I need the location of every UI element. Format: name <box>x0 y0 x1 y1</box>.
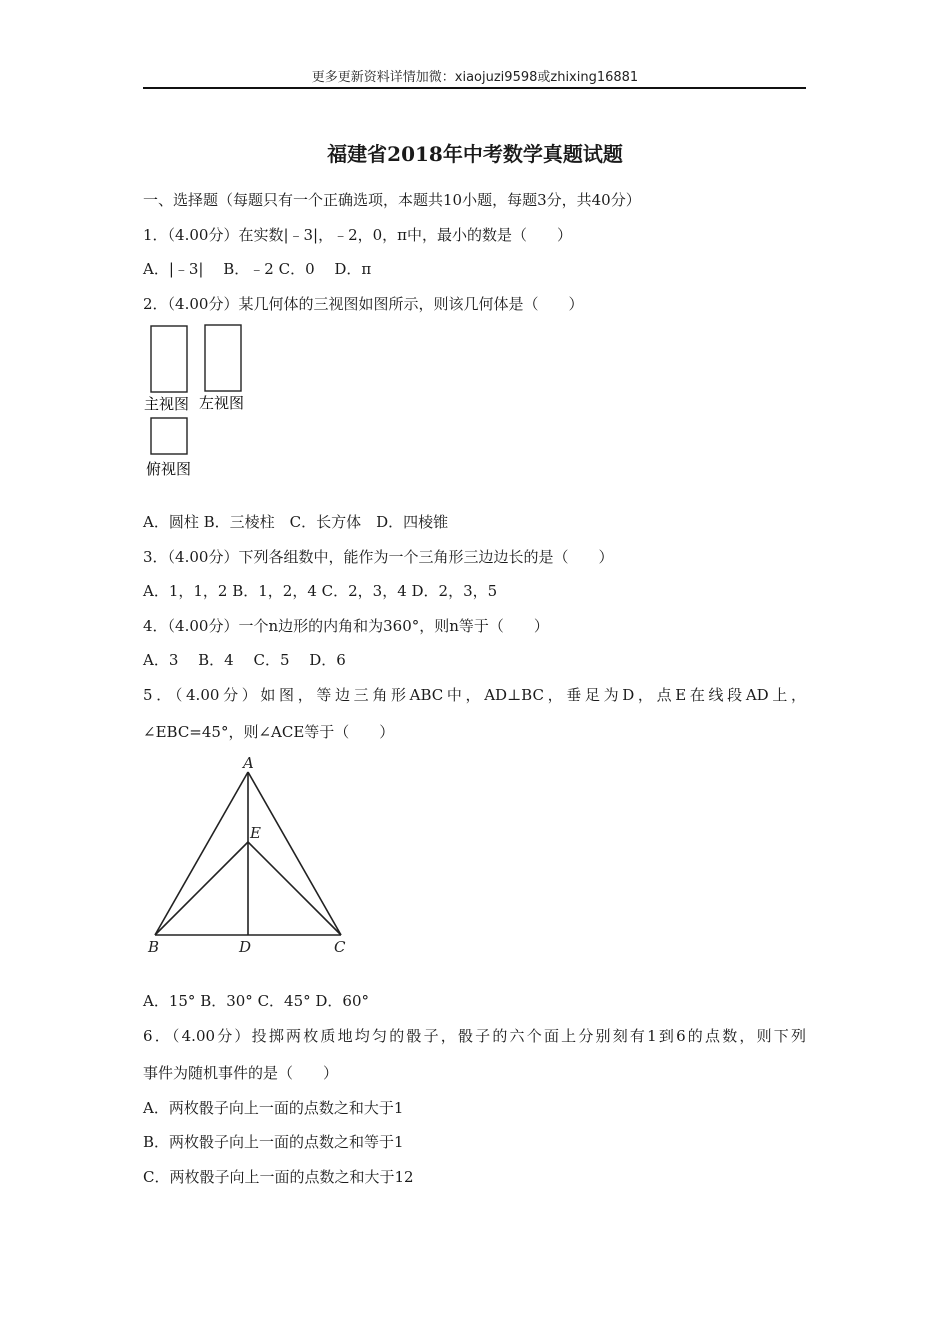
question-2-options: A．圆柱 B．三棱柱 C．长方体 D．四棱锥 <box>143 513 449 531</box>
triangle-drawing <box>140 752 360 958</box>
page-header: 更多更新资料详情加微：xiaojuzi9598或zhixing16881 <box>311 70 639 85</box>
section-heading: 一、选择题（每题只有一个正确选项，本题共10小题，每题3分，共40分） <box>143 191 641 209</box>
front-view-rect <box>151 326 187 392</box>
top-view-rect <box>151 418 187 454</box>
question-2-stem: 2．（4.00分）某几何体的三视图如图所示，则该几何体是（ ） <box>143 295 584 313</box>
triangle-figure <box>140 752 360 958</box>
question-5-stem-line-1: 5．（4.00分）如图，等边三角形ABC中，AD⊥BC，垂足为D，点E在线段AD上， <box>143 686 806 704</box>
segment-be <box>155 842 248 935</box>
question-6-option-c: C．两枚骰子向上一面的点数之和大于12 <box>143 1168 414 1186</box>
label-point-e: E <box>250 824 261 842</box>
question-3-options: A．1，1，2 B．1，2，4 C．2，3，4 D．2，3，5 <box>143 582 498 600</box>
question-1-stem: 1．（4.00分）在实数|﹣3|，﹣2，0，π中，最小的数是（ ） <box>143 226 573 244</box>
front-view-label: 主视图 <box>144 395 190 413</box>
segment-ce <box>248 842 341 935</box>
question-6-option-b: B．两枚骰子向上一面的点数之和等于1 <box>143 1133 404 1151</box>
label-point-a: A <box>243 754 254 772</box>
question-6-stem-line-2: 事件为随机事件的是（ ） <box>143 1064 339 1082</box>
side-ac <box>248 772 341 935</box>
three-view-figure <box>143 322 263 482</box>
question-3-stem: 3．（4.00分）下列各组数中，能作为一个三角形三边边长的是（ ） <box>143 548 614 566</box>
left-view-rect <box>205 325 241 391</box>
document-title: 福建省2018年中考数学真题试题 <box>327 142 623 166</box>
question-5-stem-line-2: ∠EBC=45°，则∠ACE等于（ ） <box>143 723 395 741</box>
label-point-b: B <box>148 938 160 956</box>
side-ab <box>155 772 248 935</box>
left-view-label: 左视图 <box>199 394 245 412</box>
question-5-options: A．15° B．30° C．45° D．60° <box>143 992 370 1010</box>
question-1-options: A．|﹣3| B．﹣2 C．0 D．π <box>143 260 372 278</box>
header-rule <box>143 87 806 89</box>
question-6-option-a: A．两枚骰子向上一面的点数之和大于1 <box>143 1099 404 1117</box>
question-4-options: A．3 B．4 C．5 D．6 <box>143 651 346 669</box>
label-point-c: C <box>334 938 346 956</box>
top-view-label: 俯视图 <box>146 460 192 478</box>
question-6-stem-line-1: 6．（4.00分）投掷两枚质地均匀的骰子，骰子的六个面上分别刻有1到6的点数，则下列 <box>143 1027 806 1045</box>
label-point-d: D <box>239 938 252 956</box>
three-view-drawing <box>143 322 263 482</box>
question-4-stem: 4．（4.00分）一个n边形的内角和为360°，则n等于（ ） <box>143 617 549 635</box>
